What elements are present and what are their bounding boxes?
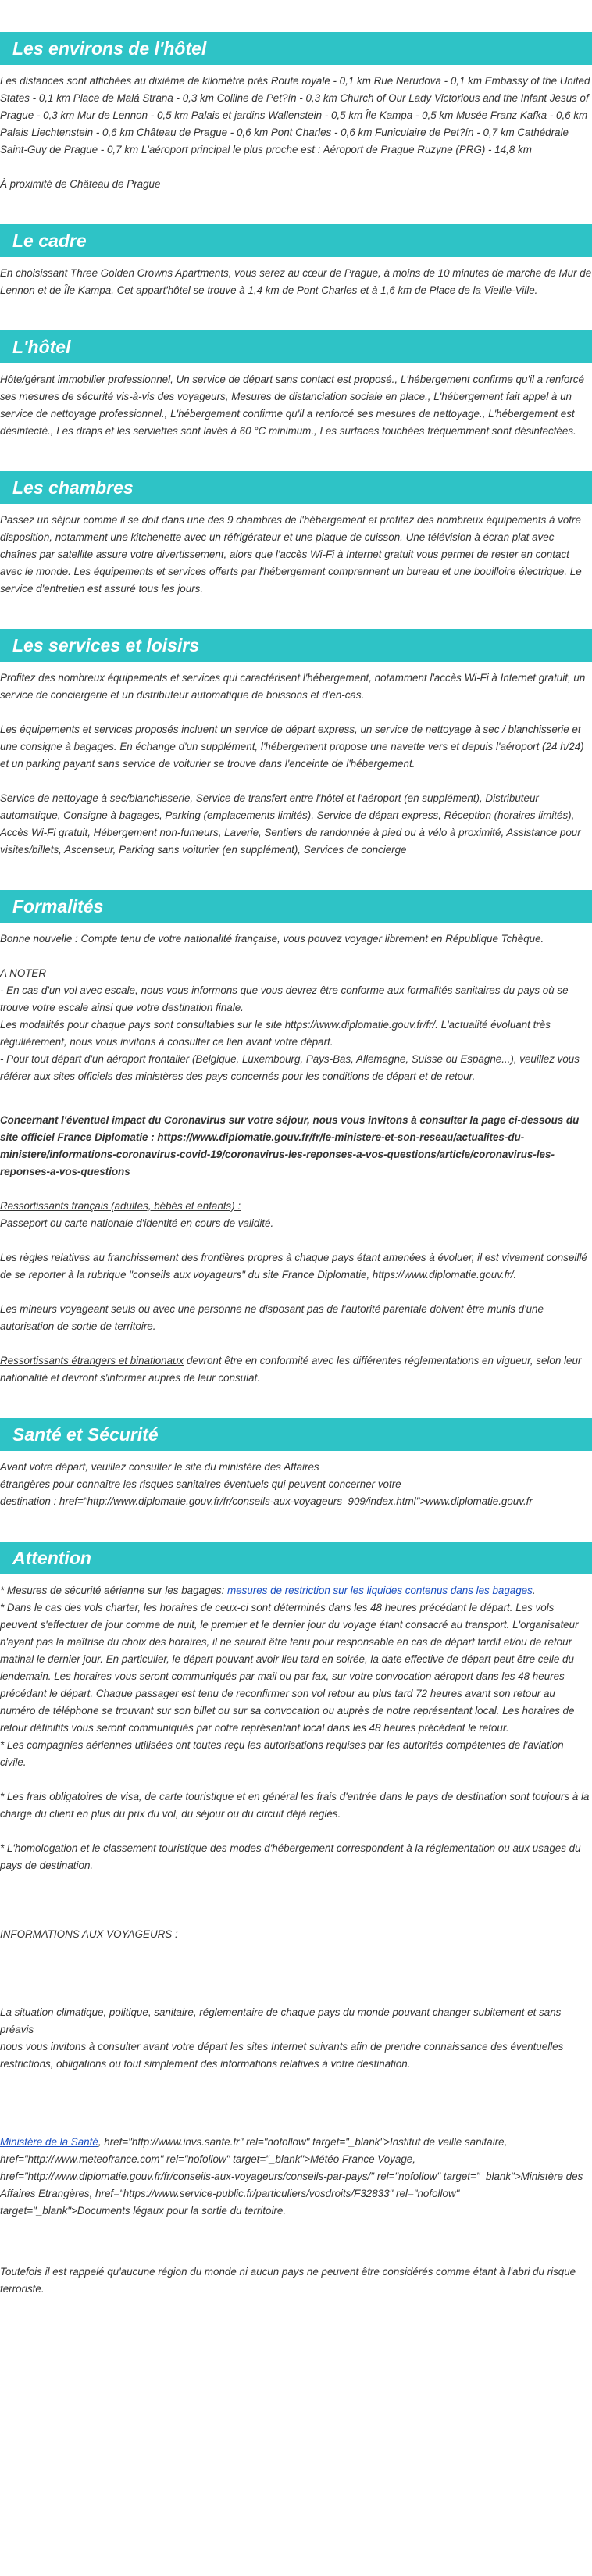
section-services <box>0 662 592 859</box>
section-title-hotel: L'hôtel <box>0 330 592 363</box>
section-title-formalites: Formalités <box>0 890 592 923</box>
measure-1-prefix: * Mesures de sécurité aérienne sur les bagages: <box>0 1585 228 1596</box>
section-cadre <box>0 257 592 299</box>
attention-measure-1 <box>0 1582 592 1599</box>
sante-line-1: Avant votre départ, veuillez consulter le site du ministère des Affaires <box>0 1461 319 1473</box>
section-title-environs: Les environs de l'hôtel <box>0 32 592 65</box>
noter-title: A NOTER <box>0 967 47 979</box>
useful-links-text: , href="http://www.invs.sante.fr" rel="nofollow" target="_blank">Institut de veille sanitaire, href="http://www.meteofrance.com" rel="nofollow" target="_blank">Météo France Voyage, href="http://www.diplomatie.gouv.fr/fr/conseils-aux-voyageurs/conseils-par-pays/" rel="nofollow" target="_blank">Ministère des Affaires Etrangères, href="https://www.service-public.fr/particuliers/vosdroits/F32833" rel="nofollow" target="_blank">Documents légaux pour la sortie du territoire. <box>0 2136 583 2217</box>
attention-measure-2: * Dans le cas des vols charter, les horaires de ceux-ci sont déterminés dans les 48 heures précédant le départ. Les vols peuvent s'effectuer de jour comme de nuit, le premier et le dernier jour du voyage étant consacré au transport. L'organisateur n'ayant pas la maîtrise du choix des horaires, il ne saurait être tenu pour responsable en cas de départ tardif et/ou de retour matinal le dernier jour. En particulier, le départ pouvant avoir lieu tard en soirée, la date effective de départ peut être celle du lendemain. Les horaires vous seront communiqués par mail ou par fax, sur votre convocation aéroport dans les 48 heures précédant le départ. Chaque passager est tenu de reconfirmer son vol retour au plus tard 72 heures avant son retour au numéro de téléphone se trouvant sur son billet ou sur sa convocation ou auprès de notre représentant local. Les horaires de retour définitifs vous seront communiqués par notre représentant local dans les 48 heures précédant le retour. <box>0 1602 579 1734</box>
foreign-nationals-title: Ressortissants étrangers et binationaux <box>0 1355 184 1367</box>
section-title-cadre: Le cadre <box>0 224 592 257</box>
formalites-intro: Bonne nouvelle : Compte tenu de votre nationalité française, vous pouvez voyager librement en République Tchèque. <box>0 933 544 945</box>
border-rules-text: Les règles relatives au franchissement des frontières propres à chaque pays étant amenées à évoluer, il est vivement conseillé de se reporter à la rubrique "conseils aux voyageurs" du site France Diplomatie, https://www.diplomatie.gouv.fr/. <box>0 1252 587 1281</box>
attention-measure-3: * Les compagnies aériennes utilisées ont toutes reçu les autorisations requises par les autorités compétentes de l'aviation civile. <box>0 1739 564 1768</box>
section-title-services: Les services et loisirs <box>0 629 592 662</box>
section-environs <box>0 65 592 193</box>
environs-text: Les distances sont affichées au dixième de kilomètre près Route royale - 0,1 km Rue Nerudova - 0,1 km Embassy of the United States - 0,1 km Place de Malá Strana - 0,3 km Colline de Pet?ín - 0,3 km Church of Our Lady Victorious and the Infant Jesus of Prague - 0,3 km Mur de Lennon - 0,5 km Palais et jardins Wallenstein - 0,5 km Île Kampa - 0,5 km Musée Franz Kafka - 0,6 km Palais Liechtenstein - 0,6 km Château de Prague - 0,6 km Pont Charles - 0,6 km Funiculaire de Pet?ín - 0,7 km Cathédrale Saint-Guy de Prague - 0,7 km L'aéroport principal le plus proche est : Aéroport de Prague Ruzyne (PRG) - 14,8 km <box>0 75 590 155</box>
services-paragraph-3: Service de nettoyage à sec/blanchisserie, Service de transfert entre l'hôtel et l'aéroport (en supplément), Distributeur automatique, Consigne à bagages, Parking (emplacements limités), Service de départ express, Réception (horaires limités), Accès Wi-Fi gratuit, Hébergement non-fumeurs, Laverie, Sentiers de randonnée à pied ou à vélo à proximité, Assistance pour visites/billets, Ascenseur, Parking sans voiturier (en supplément), Services de concierge <box>0 792 581 856</box>
terrorism-notice: Toutefois il est rappelé qu'aucune région du monde ni aucun pays ne peuvent être considérés comme étant à l'abri du risque terroriste. <box>0 2266 576 2295</box>
section-hotel <box>0 363 592 440</box>
section-attention <box>0 1574 592 2298</box>
section-title-attention: Attention <box>0 1542 592 1574</box>
covid-notice: Concernant l'éventuel impact du Coronavirus sur votre séjour, nous vous invitons à consulter la page ci-dessous du site officiel France Diplomatie : https://www.diplomatie.gouv.fr/fr/le-ministere-et-son-reseau/actualites-du-ministere/informations-coronavirus-covid-19/coronavirus-les-reponses-a-vos-questions/article/coronavirus-les-reponses-a-vos-questions <box>0 1114 580 1177</box>
noter-item-2: Les modalités pour chaque pays sont consultables sur le site https://www.diplomatie.gouv.fr/fr/. L'actualité évoluant très régulièrement, nous vous invitons à consulter ce lien avant votre départ. <box>0 1019 551 1048</box>
info-voyageurs-title: INFORMATIONS AUX VOYAGEURS : <box>0 1928 178 1940</box>
section-chambres <box>0 504 592 598</box>
chambres-text: Passez un séjour comme il se doit dans une des 9 chambres de l'hébergement et profitez des nombreux équipements à votre disposition, notamment une kitchenette avec un réfrigérateur et une plaque de cuisson. Une télévision à écran plat avec chaînes par satellite assure votre divertissement, alors que l'accès Wi-Fi à Internet gratuit vous permet de rester en contact avec le monde. Les équipements et services offerts par l'hébergement comprennent un bureau et une bouilloire électrique. Le service d'entretien est assuré tous les jours. <box>0 514 582 595</box>
section-title-sante: Santé et Sécurité <box>0 1418 592 1451</box>
foreign-nationals-paragraph <box>0 1352 592 1387</box>
liquids-restriction-link[interactable]: mesures de restriction sur les liquides contenus dans les bagages <box>227 1585 533 1596</box>
useful-links-paragraph <box>0 2134 592 2220</box>
ministere-sante-link[interactable]: Ministère de la Santé <box>0 2136 98 2148</box>
section-title-chambres: Les chambres <box>0 471 592 504</box>
hotel-text: Hôte/gérant immobilier professionnel, Un service de départ sans contact est proposé., L'hébergement confirme qu'il a renforcé ses mesures de sécurité vis-à-vis des voyageurs, Mesures de distanciation sociale en place., L'hébergement fait appel à un service de nettoyage professionnel., L'hébergement confirme qu'il a renforcé ses mesures de nettoyage., L'hébergement est désinfecté., Les draps et les serviettes sont lavés à 60 °C minimum., Les surfaces touchées fréquemment sont désinfectées. <box>0 373 584 437</box>
sante-line-3: destination : href="http://www.diplomatie.gouv.fr/fr/conseils-aux-voyageurs_909/index.html">www.diplomatie.gouv.fr <box>0 1495 533 1507</box>
services-paragraph-2: Les équipements et services proposés incluent un service de départ express, un service de nettoyage à sec / blanchisserie et une consigne à bagages. En échange d'un supplément, l'hébergement propose une navette vers et depuis l'aéroport (24 h/24) et un parking payant sans service de voiturier se trouve dans l'enceinte de l'hébergement. <box>0 723 584 770</box>
cadre-text: En choisissant Three Golden Crowns Apartments, vous serez au cœur de Prague, à moins de 10 minutes de marche de Mur de Lennon et de Île Kampa. Cet appart'hôtel se trouve à 1,4 km de Pont Charles et à 1,6 km de Place de la Vieille-Ville. <box>0 267 592 296</box>
environs-extra: À proximité de Château de Prague <box>0 178 161 190</box>
noter-item-3: - Pour tout départ d'un aéroport frontalier (Belgique, Luxembourg, Pays-Bas, Allemagne, Suisse ou Espagne...), veuillez vous référer aux sites officiels des ministères des pays concernés pour les conditions de départ et de retour. <box>0 1053 580 1082</box>
attention-measure-5: * L'homologation et le classement touristique des modes d'hébergement correspondent à la réglementation ou aux usages du pays de destination. <box>0 1842 581 1871</box>
measure-1-suffix: . <box>532 1585 536 1596</box>
info-voyageurs-paragraph-2: nous vous invitons à consulter avant votre départ les sites Internet suivants afin de prendre connaissance des éventuelles restrictions, obligations ou tout simplement des informations relatives à votre destination. <box>0 2041 564 2070</box>
attention-measure-4: * Les frais obligatoires de visa, de carte touristique et en général les frais d'entrée dans le pays de destination sont toujours à la charge du client en plus du prix du vol, du séjour ou du circuit déjà réglés. <box>0 1791 590 1820</box>
info-voyageurs-paragraph-1: La situation climatique, politique, sanitaire, réglementaire de chaque pays du monde pouvant changer subitement et sans préavis <box>0 2006 562 2035</box>
section-sante <box>0 1451 592 1510</box>
french-nationals-title: Ressortissants français (adultes, bébés et enfants) : <box>0 1200 241 1212</box>
minors-text: Les mineurs voyageant seuls ou avec une personne ne disposant pas de l'autorité parentale doivent être munis d'une autorisation de sortie de territoire. <box>0 1303 544 1332</box>
foreign-nationals-text: devront être en conformité avec les différentes réglementations en vigueur, selon leur nationalité et devront s'informer auprès de leur consulat. <box>0 1355 582 1384</box>
services-paragraph-1: Profitez des nombreux équipements et services qui caractérisent l'hébergement, notamment l'accès Wi-Fi à Internet gratuit, un service de conciergerie et un distributeur automatique de boissons et d'en-cas. <box>0 672 586 701</box>
section-formalites <box>0 923 592 1387</box>
sante-line-2: étrangères pour connaître les risques sanitaires éventuels qui peuvent concerner votre <box>0 1478 401 1490</box>
noter-item-1: - En cas d'un vol avec escale, nous vous informons que vous devrez être conforme aux formalités sanitaires du pays où se trouve votre escale ainsi que votre destination finale. <box>0 984 569 1013</box>
french-nationals-text: Passeport ou carte nationale d'identité en cours de validité. <box>0 1217 274 1229</box>
